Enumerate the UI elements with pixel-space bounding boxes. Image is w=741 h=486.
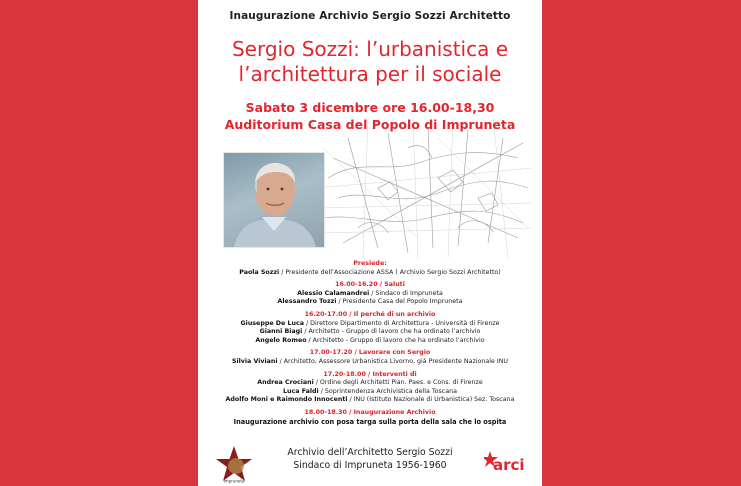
poster-title-line-1: Sergio Sozzi: l’urbanistica e [231,37,509,61]
speaker-name: Paola Sozzi [239,268,280,276]
event-place: Auditorium Casa del Popolo di Impruneta [224,117,516,132]
speaker-name: Andrea Crociani [257,379,314,387]
speaker-role: / Sindaco di Impruneta [369,289,443,297]
event-when-where [198,99,542,133]
poster-title-line-2: l’architettura per il sociale [238,62,502,86]
event-program [198,260,542,426]
speaker-role: / Architetto, Assessore Urbanistica Livorno, già Presidente Nazionale INU [277,357,509,365]
speaker-role: / Soprintendenza Archivistica della Toscana [318,387,457,395]
speaker-role: / Presidente Casa del Popolo Impruneta [336,298,463,306]
event-header: Inaugurazione Archivio Sergio Sozzi Architetto [229,10,511,22]
speaker-role: / INU (Istituto Nazionale di Urbanistica) Sez. Toscana [347,396,515,404]
footer-line-1: Archivio dell’Architetto Sergio Sozzi [287,447,453,458]
speaker-role: / Direttore Dipartimento di Architettura - Università di Firenze [303,319,500,327]
program-chair-label: Presiede: [353,260,387,267]
speaker-name: Adolfo Moni e Raimondo Innocenti [225,396,348,404]
speaker-name: Angelo Romeo [255,336,307,344]
program-slot-time: 16.20-17.00 / Il perché di un archivio [304,310,436,318]
speaker-name: Alessio Calamandrei [297,289,370,297]
event-poster [198,0,542,486]
speaker-role: / Ordine degli Architetti Pian. Paes. e Cons. di Firenze [313,379,483,387]
arci-logo [484,448,528,476]
arci-logo-text: arci [493,456,525,474]
speaker-name: Luca Faldi [283,387,319,395]
program-line [198,290,542,299]
program-line [198,298,542,307]
portrait-figure [224,153,324,247]
logo-left-caption: Impruneta [223,478,245,484]
city-map-drawing [318,118,532,258]
program-line [198,379,542,388]
program-line [198,396,542,405]
program-final-note: Inaugurazione archivio con posa targa sulla porta della sala che lo ospita [233,417,507,426]
speaker-name: Gianni Biagi [259,328,303,336]
program-line [198,337,542,346]
program-slot-time: 17.00-17.20 / Lavorare con Sergio [309,349,431,357]
program-line [198,320,542,329]
program-line [198,388,542,397]
program-line [198,269,542,278]
speaker-role: / Architetto - Gruppo di lavoro che ha ordinato l’archivio [306,336,485,344]
program-slot-time: 17.20-18.00 / Interventi di [323,370,417,378]
portrait-photo [223,152,325,248]
speaker-name: Silvia Viviani [231,357,278,365]
event-date: Sabato 3 dicembre ore 16.00-18,30 [245,100,495,115]
speaker-name: Giuseppe De Luca [240,319,304,327]
program-slot-time: 16.00-16.20 / Saluti [335,281,405,289]
poster-title [198,37,542,87]
speaker-role: / Presidente dell’Associazione ASSA ( Archivio Sergio Sozzi Architetto) [279,268,501,276]
speaker-role: / Architetto - Gruppo di lavoro che ha ordinato l’archivio [302,328,481,336]
program-slot-time: 18.00-18.30 / Inaugurazione Archivio [304,408,436,416]
program-line [198,358,542,367]
footer-line-2: Sindaco di Impruneta 1956-1960 [293,460,447,471]
speaker-name: Alessandro Tozzi [277,298,337,306]
program-line [198,328,542,337]
